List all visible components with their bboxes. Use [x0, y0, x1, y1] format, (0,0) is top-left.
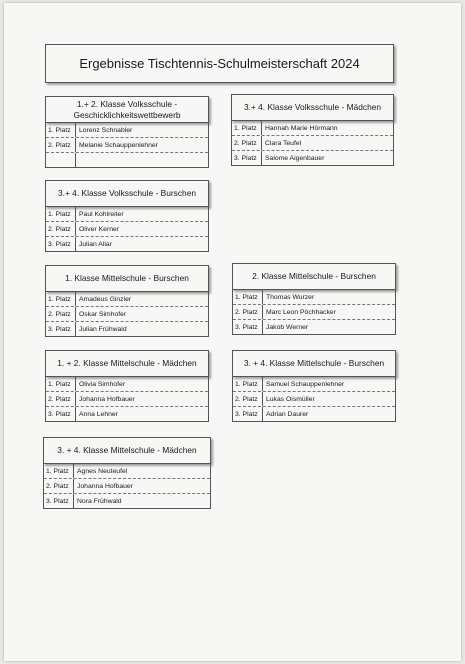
table-row [46, 207, 208, 221]
table-row [44, 493, 210, 508]
place-cell: 2. Platz [46, 392, 76, 406]
name-cell: Oliver Kerner [79, 225, 120, 233]
table-row [46, 221, 208, 236]
results-table [45, 123, 209, 168]
place-cell: 1. Platz [232, 121, 262, 135]
results-table [45, 377, 209, 422]
result-box-vs12 [45, 96, 209, 168]
name-cell: Amadeus Ginzler [79, 295, 132, 303]
place-cell: 2. Platz [233, 305, 263, 319]
name-cell: Julian Frühwald [79, 325, 127, 333]
place-cell: 1. Platz [46, 123, 76, 137]
table-row [233, 391, 395, 406]
table-row [232, 135, 393, 150]
name-cell: Thomas Wurzer [266, 293, 315, 301]
place-cell: 1. Platz [233, 377, 263, 391]
table-row [46, 152, 208, 167]
table-row [46, 391, 208, 406]
result-box-ms34-burschen [232, 350, 396, 422]
box-heading: 3.+ 4. Klasse Volksschule - Burschen [45, 180, 209, 207]
place-cell: 2. Platz [233, 392, 263, 406]
name-cell: Lukas Oismüller [266, 395, 315, 403]
place-cell: 1. Platz [44, 464, 74, 478]
name-cell: Hannah Marie Hörmann [265, 124, 338, 132]
name-cell: Julian Allar [79, 240, 112, 248]
place-cell: 3. Platz [232, 151, 262, 165]
name-cell: Clara Teufel [265, 139, 302, 147]
name-cell: Oskar Simhofer [79, 310, 127, 318]
place-cell: 2. Platz [46, 222, 76, 236]
place-cell: 2. Platz [46, 138, 76, 152]
table-row [232, 150, 393, 165]
place-cell: 2. Platz [232, 136, 262, 150]
table-row [232, 121, 393, 135]
place-cell: 3. Platz [46, 237, 76, 251]
place-cell: 3. Platz [233, 407, 263, 421]
table-row [46, 406, 208, 421]
page-title: Ergebnisse Tischtennis-Schulmeisterschaft 2024 [45, 44, 394, 83]
name-cell: Agnes Neuteufel [77, 467, 128, 475]
place-cell: 3. Platz [233, 320, 263, 334]
table-row [46, 377, 208, 391]
results-table [43, 464, 211, 509]
table-row [233, 304, 395, 319]
name-cell: Marc Leon Pöchhacker [266, 308, 336, 316]
name-cell: Anna Lehner [79, 410, 118, 418]
place-cell: 3. Platz [46, 407, 76, 421]
box-heading: 3. + 4. Klasse Mittelschule - Mädchen [43, 437, 211, 464]
table-row [46, 306, 208, 321]
results-table [45, 207, 209, 252]
results-table [45, 292, 209, 337]
table-row [46, 236, 208, 251]
place-cell: 3. Platz [46, 322, 76, 336]
name-cell: Nora Frühwald [77, 497, 122, 505]
result-box-vs34-maedchen [231, 94, 394, 166]
result-box-ms12-maedchen [45, 350, 209, 422]
box-heading: 1.+ 2. Klasse Volksschule - Geschicklichkeitswettbewerb [45, 96, 209, 123]
name-cell: Paul Kohlreiter [79, 210, 124, 218]
results-table [232, 377, 396, 422]
result-box-ms1-burschen [45, 265, 209, 337]
table-row [233, 290, 395, 304]
box-heading: 1. Klasse Mittelschule - Burschen [45, 265, 209, 292]
place-cell: 2. Platz [44, 479, 74, 493]
box-heading: 3.+ 4. Klasse Volksschule - Mädchen [231, 94, 394, 121]
results-table [231, 121, 394, 166]
table-row [233, 319, 395, 334]
box-heading: 3. + 4. Klasse Mittelschule - Burschen [232, 350, 396, 377]
table-row [46, 123, 208, 137]
table-row [233, 406, 395, 421]
name-cell: Johanna Hofbauer [79, 395, 135, 403]
name-cell: Olivia Simhofer [79, 380, 126, 388]
name-cell: Melanie Schauppenlehner [79, 141, 158, 149]
box-heading: 2. Klasse Mittelschule - Burschen [232, 263, 396, 290]
place-cell: 1. Platz [46, 292, 76, 306]
result-box-ms34-maedchen [43, 437, 211, 509]
table-row [44, 464, 210, 478]
table-row [44, 478, 210, 493]
results-table [232, 290, 396, 335]
place-cell [46, 153, 76, 167]
place-cell: 2. Platz [46, 307, 76, 321]
name-cell: Salome Aigenbauer [265, 154, 325, 162]
name-cell: Jakob Werner [266, 323, 309, 331]
name-cell: Lorenz Schnabler [79, 126, 133, 134]
place-cell: 1. Platz [46, 377, 76, 391]
box-heading: 1. + 2. Klasse Mittelschule - Mädchen [45, 350, 209, 377]
table-row [46, 137, 208, 152]
name-cell: Adrian Daurer [266, 410, 309, 418]
place-cell: 3. Platz [44, 494, 74, 508]
name-cell: Samuel Schauppenlehner [266, 380, 345, 388]
result-box-ms2-burschen [232, 263, 396, 335]
table-row [46, 321, 208, 336]
place-cell: 1. Platz [46, 207, 76, 221]
name-cell: Johanna Hofbauer [77, 482, 133, 490]
table-row [46, 292, 208, 306]
place-cell: 1. Platz [233, 290, 263, 304]
result-box-vs34-burschen [45, 180, 209, 252]
table-row [233, 377, 395, 391]
